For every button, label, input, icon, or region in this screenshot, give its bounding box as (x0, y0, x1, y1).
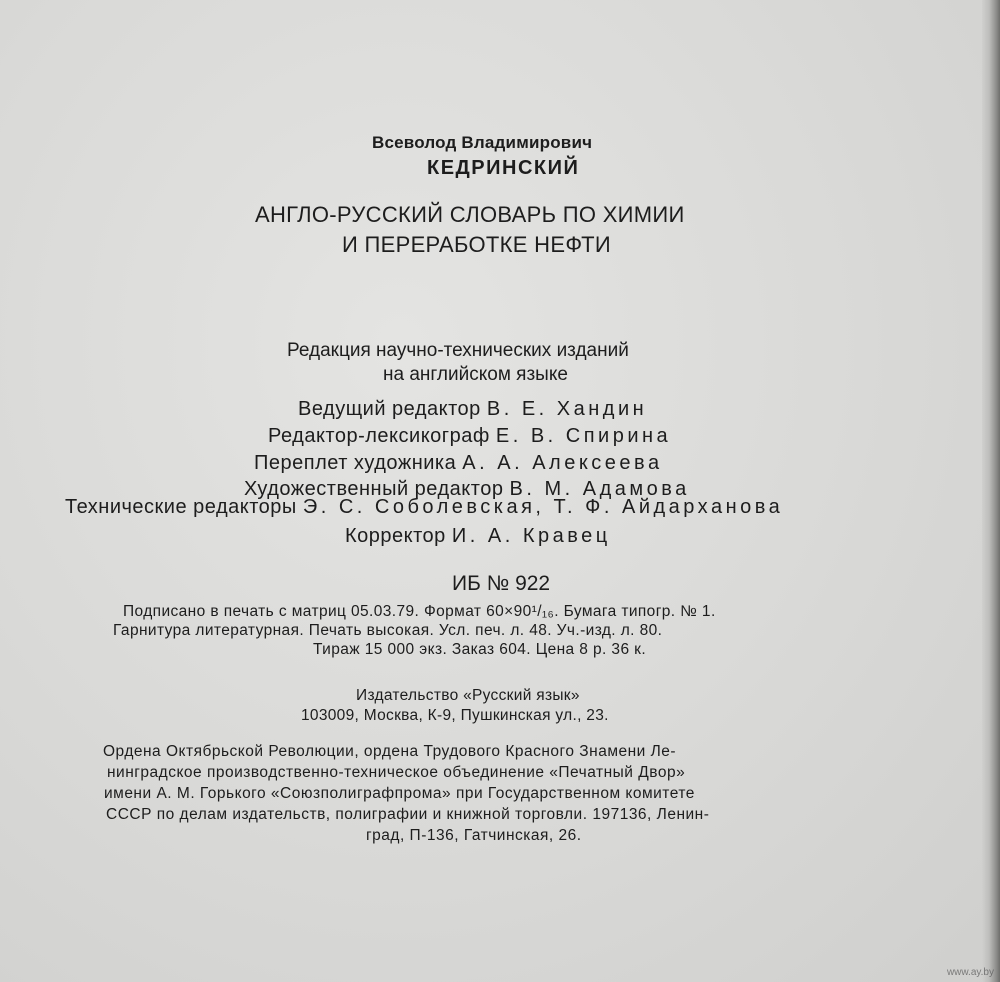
site-watermark: www.ay.by (946, 967, 994, 978)
credit-person: Е. В. Спирина (495, 425, 672, 447)
credit-person: И. А. Кравец (451, 525, 611, 547)
book-title-line-1: АНГЛО-РУССКИЙ СЛОВАРЬ ПО ХИМИИ (255, 202, 685, 227)
printer-info-line-1: Ордена Октябрьской Революции, ордена Трудового Красного Знамени Ле- (103, 743, 677, 760)
printer-info-line-4: СССР по делам издательств, полиграфии и книжной торговли. 197136, Ленин- (106, 806, 710, 823)
editorial-office-line-1: Редакция научно-технических изданий (287, 340, 629, 361)
printer-info-line-2: нинградское производственно-техническое объединение «Печатный Двор» (107, 764, 686, 781)
author-surname: КЕДРИНСКИЙ (427, 157, 580, 179)
credit-technical-editors (65, 496, 783, 519)
credit-proofreader (345, 525, 611, 548)
credit-lead-editor (298, 398, 647, 421)
credit-person: Э. С. Соболевская, Т. Ф. Айдарханова (302, 496, 784, 518)
credit-role: Технические редакторы (65, 496, 297, 518)
credit-role: Корректор (345, 525, 446, 547)
credit-lexicographer (268, 425, 671, 448)
page-edge (982, 0, 1000, 982)
credit-person: А. А. Алексеева (462, 452, 663, 474)
credit-role: Художественный редактор (244, 478, 504, 500)
credit-role: Ведущий редактор (298, 398, 481, 420)
author-name: Всеволод Владимирович (372, 133, 593, 152)
credit-binding-artist (254, 452, 663, 475)
editorial-office-line-2: на английском языке (383, 364, 568, 385)
ib-number: ИБ № 922 (452, 572, 551, 595)
credit-person: В. М. Адамова (509, 478, 690, 500)
print-details-line-2: Гарнитура литературная. Печать высокая. Усл. печ. л. 48. Уч.-изд. л. 80. (113, 622, 663, 639)
credit-role: Переплет художника (254, 452, 457, 474)
book-title-line-2: И ПЕРЕРАБОТКЕ НЕФТИ (342, 232, 611, 257)
publisher-address: 103009, Москва, К-9, Пушкинская ул., 23. (301, 707, 609, 724)
publisher-name: Издательство «Русский язык» (356, 687, 580, 704)
credit-person: В. Е. Хандин (486, 398, 648, 420)
print-details-line-1: Подписано в печать с матриц 05.03.79. Формат 60×90¹/₁₆. Бумага типогр. № 1. (123, 603, 716, 620)
printer-info-line-5: град, П-136, Гатчинская, 26. (366, 827, 582, 844)
credit-role: Редактор-лексикограф (268, 425, 490, 447)
printer-info-line-3: имени А. М. Горького «Союзполиграфпрома» при Государственном комитете (104, 785, 695, 802)
print-details-line-3: Тираж 15 000 экз. Заказ 604. Цена 8 р. 36 к. (313, 641, 647, 658)
